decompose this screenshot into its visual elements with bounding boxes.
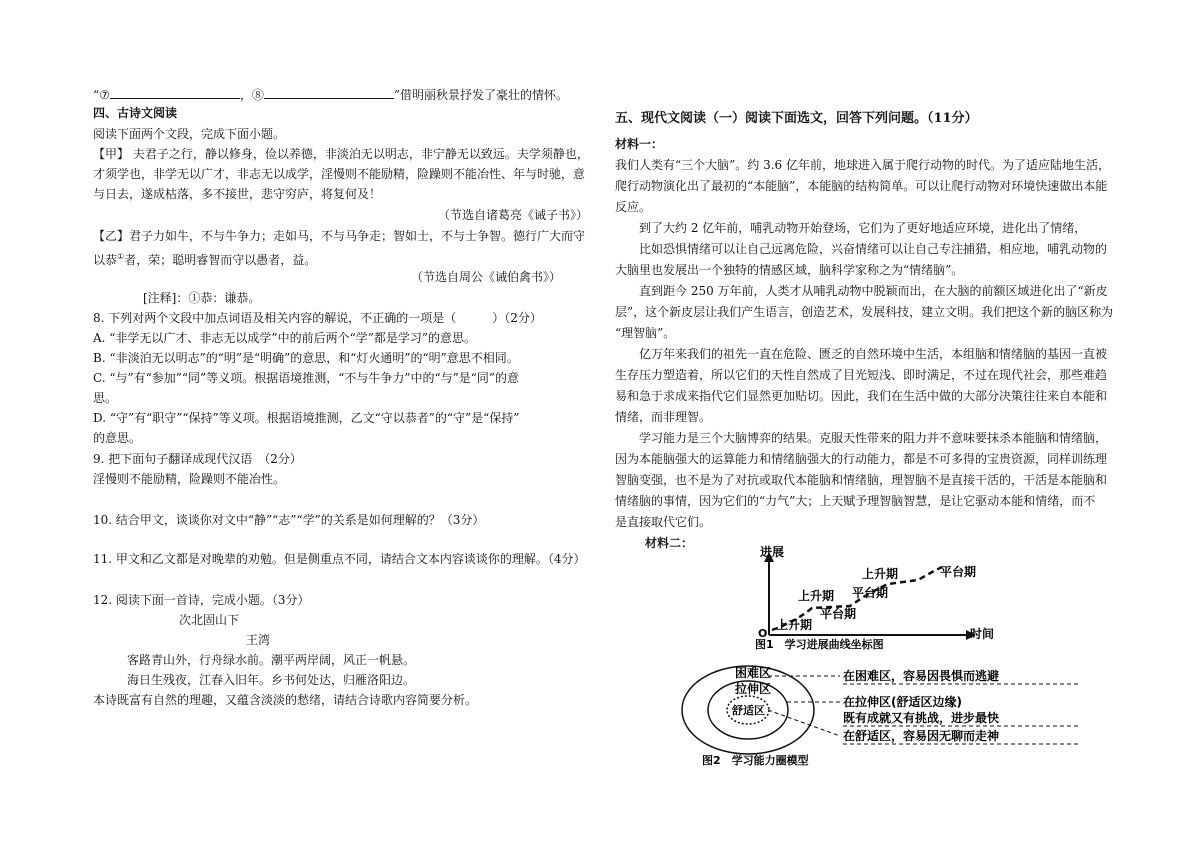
x-axis-label: 时间	[970, 627, 995, 641]
poem-author: 王湾	[246, 633, 271, 647]
text-yi-line: 以恭①者，荣；聪明睿智而守以愚者，益。	[93, 252, 317, 267]
stretch-zone-note: 在拉伸区(舒适区边缘)	[843, 695, 962, 709]
answer-blank-7[interactable]	[110, 86, 240, 99]
comfort-zone-note: 在舒适区，容易因无聊而走神	[843, 729, 1000, 743]
comfort-zone-label: 舒适区	[732, 704, 765, 717]
text-yi-line: 【乙】君子力如牛，不与牛争力；走如马，不与马争走；智如士，不与士争智。德行广大而守	[93, 229, 586, 243]
paragraph-line: 反应。	[615, 200, 652, 214]
stretch-zone-note-2: 既有成就又有挑战，进步最快	[843, 711, 1000, 725]
ability-circle-figure	[680, 660, 1100, 770]
instruction: 阅读下面两个文段，完成下面小题。	[93, 127, 286, 141]
option-c-cont: 思。	[93, 391, 118, 405]
poem-title: 次北固山下	[179, 613, 240, 627]
question-10: 10. 结合甲文，谈谈你对文中“静”“志”“学”的关系是如何理解的？（3分）	[93, 513, 485, 527]
stretch-zone-label: 拉伸区	[735, 682, 772, 696]
curve-label-plateau: 平台期	[820, 607, 857, 621]
figure-2-caption: 图2 学习能力圈模型	[702, 754, 809, 767]
paragraph-line: 因为本能脑强大的运算能力和情绪脑强大的行动能力，都是不可多得的宝贵资源，同样训练理	[615, 452, 1108, 466]
curve-label-plateau: 平台期	[940, 565, 977, 579]
material-2-label: 材料二：	[645, 536, 694, 550]
paragraph-line: 层”，这个新皮层让我们产生语言，创造艺术，发展科技，建立文明。我们把这个新的脑区称为	[615, 305, 1114, 319]
figure-1-caption: 图1 学习进展曲线坐标图	[755, 638, 884, 651]
option-a: A. “非学无以广才、非志无以成学”中的前后两个“学”都是学习”的意思。	[93, 331, 476, 345]
paragraph-line: 比如恐惧情绪可以让自己远离危险，兴奋情绪可以让自己专注捕猎，相应地，哺乳动物的	[615, 242, 1108, 256]
learning-curve-figure	[740, 540, 1040, 652]
option-c: C. “与”有“参加”“同”等义项。根据语境推测，“不与牛争力”中的“与”是“同”的意	[93, 371, 520, 385]
jia-source: （节选自诸葛亮《诫子书》）	[438, 208, 589, 222]
paragraph-line: 学习能力是三个大脑博弈的结果。克服天性带来的阻力并不意味要抹杀本能脑和情绪脑，	[615, 431, 1108, 445]
paragraph-line: 我们人类有“三个大脑”。约 3.6 亿年前，地球进入属于爬行动物的时代。为了适应陆地生活，	[615, 158, 1110, 172]
answer-blank-8[interactable]	[264, 86, 394, 99]
option-b: B. “非淡泊无以明志”的“明”是“明确”的意思，和“灯火通明”的“明”意思不相同。	[93, 351, 519, 365]
paragraph-line: 易和急于求成来指代它们显然更加贴切。因此，我们在生活中做的大部分决策往往来自本能和	[615, 389, 1108, 403]
difficulty-zone-note: 在困难区，容易因畏惧而逃避	[843, 669, 1000, 683]
paragraph-line: 亿万年来我们的祖先一直在危险、匮乏的自然环境中生活，本组脑和情绪脑的基因一直被	[615, 347, 1108, 361]
question-9-sentence: 淫慢则不能励精，险躁则不能冶性。	[93, 472, 286, 486]
paragraph-line: 爬行动物演化出了最初的“本能脑”，本能脑的结构简单。可以让爬行动物对环境快速做出本能	[615, 179, 1108, 193]
question-8: 8. 下列对两个文段中加点词语及相关内容的解说，不正确的一项是（ ）（2分）	[93, 311, 542, 325]
yi-source: （节选自周公《诫伯禽书》）	[411, 270, 562, 284]
question-12-task: 本诗既富有自然的理趣，又蕴含淡淡的愁绪，请结合诗歌内容简要分析。	[93, 693, 478, 707]
material-1-label: 材料一：	[615, 137, 664, 151]
pointer-line	[768, 710, 840, 736]
paragraph-line: 情绪脑的事情，因为它们的“力气”大；上天赋予理智脑智慧，是让它驱动本能和情绪，而不	[615, 494, 1096, 508]
text-jia-line: 才须学也，非学无以广才，非志无以成学，淫慢则不能励精，险躁则不能冶性、年与时驰，意	[93, 167, 586, 181]
annotation-note: [注释]：①恭：谦恭。	[143, 291, 261, 305]
curve-label-rise: 上升期	[776, 618, 813, 632]
text-jia-line: 与日去，遂成枯落，多不接世，悲守穷庐，将复何及！	[93, 187, 382, 201]
text-jia-line: 【甲】 夫君子之行，静以修身，俭以养德，非淡泊无以明志，非宁静无以致远。夫学须静也，	[93, 147, 589, 161]
curve-label-rise: 上升期	[798, 589, 835, 603]
section-5-title: 五、现代文阅读（一）阅读下面选文，回答下列问题。（11分）	[615, 111, 978, 126]
paragraph-line: 到了大约 2 亿年前，哺乳动物开始登场，它们为了更好地适应环境，进化出了情绪，	[615, 221, 1087, 235]
paragraph-line: 生存压力塑造着，所以它们的天性自然成了目光短浅、即时满足，不过在现代社会，那些难趋	[615, 368, 1108, 382]
question-12: 12. 阅读下面一首诗，完成小题。（3分）	[93, 593, 310, 607]
section-4-title: 四、古诗文阅读	[93, 106, 178, 120]
question-11: 11. 甲文和乙文都是对晚辈的劝勉。但是侧重点不同，请结合文本内容谈谈你的理解。（4分）	[93, 552, 586, 566]
paragraph-line: “理智脑”。	[615, 326, 676, 340]
option-d-cont: 的意思。	[93, 431, 142, 445]
curve-label-plateau: 平台期	[852, 586, 889, 600]
fill-blank-line: “⑦ ，⑧ ”借明丽秋景抒发了豪壮的情怀。	[93, 88, 569, 102]
poem-line: 海日生残夜，江春入旧年。乡书何处达，归雁洛阳边。	[127, 673, 416, 687]
origin-label: O	[758, 627, 768, 640]
paragraph-line: 是直接取代它们。	[615, 515, 712, 529]
paragraph-line: 情绪，而非理智。	[615, 410, 712, 424]
paragraph-line: 智脑变强，也不是为了对抗或取代本能脑和情绪脑，理智脑不是直接干活的，干活是本能脑和	[615, 473, 1108, 487]
y-axis-label: 进展	[760, 545, 785, 559]
option-d: D. “守”有“职守”“保持”等义项。根据语境推测，乙文“守以恭者”的“守”是“保持”	[93, 411, 520, 425]
paragraph-line: 直到距今 250 万年前，人类才从哺乳动物中脱颖而出，在大脑的前额区域进化出了“新皮	[615, 284, 1108, 298]
difficulty-zone-label: 困难区	[735, 666, 772, 680]
curve-label-rise: 上升期	[862, 567, 899, 581]
question-9: 9. 把下面句子翻译成现代汉语 （2分）	[93, 452, 302, 466]
poem-line: 客路青山外，行舟绿水前。潮平两岸阔，风正一帆悬。	[127, 653, 416, 667]
paragraph-line: 大脑里也发展出一个独特的情感区域，脑科学家称之为“情绪脑”。	[615, 263, 964, 277]
